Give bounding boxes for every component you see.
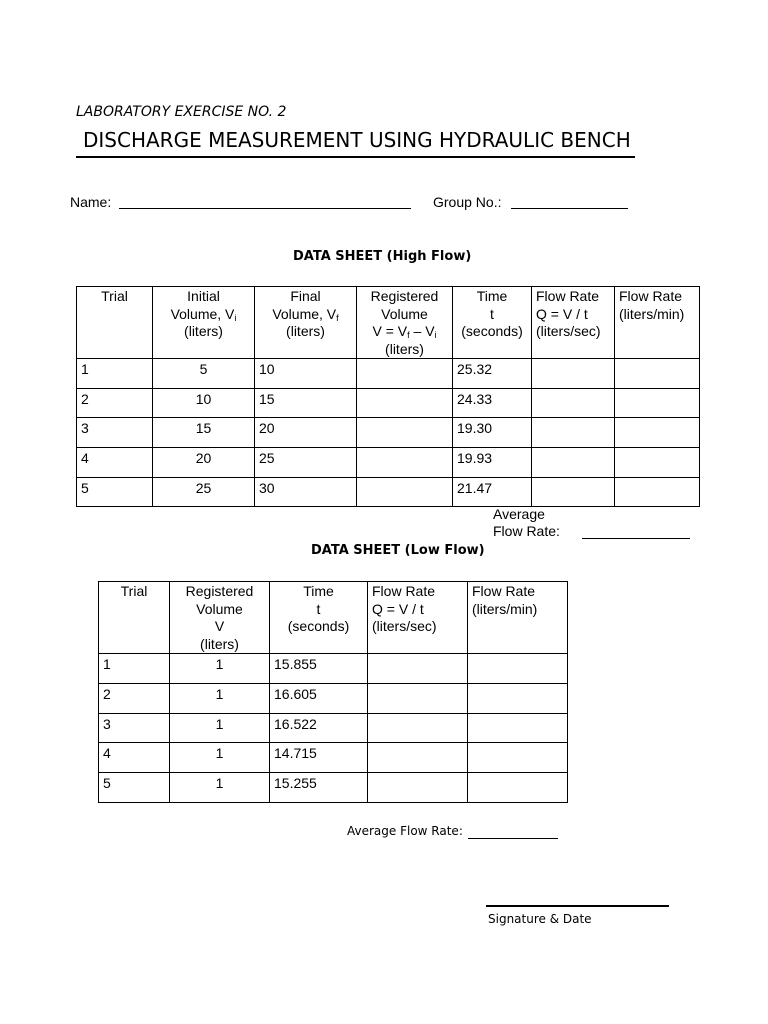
col-flow-rate-min: Flow Rate (liters/min) bbox=[468, 582, 568, 654]
time-cell: 19.30 bbox=[453, 418, 532, 448]
flow-rate-sec-cell[interactable] bbox=[368, 743, 468, 773]
flow-rate-sec-cell[interactable] bbox=[532, 478, 615, 507]
low-flow-table bbox=[98, 581, 568, 803]
final-volume-cell: 15 bbox=[255, 389, 357, 418]
flow-rate-min-cell[interactable] bbox=[615, 418, 700, 448]
flow-rate-min-cell[interactable] bbox=[468, 714, 568, 743]
trial-cell: 4 bbox=[77, 448, 153, 478]
registered-volume-cell[interactable] bbox=[357, 359, 453, 389]
registered-volume-cell: 1 bbox=[170, 714, 270, 743]
table-row bbox=[99, 714, 568, 743]
col-flow-rate-sec: Flow Rate Q = V / t (liters/sec) bbox=[532, 287, 615, 359]
low-flow-average-field[interactable] bbox=[468, 838, 558, 839]
average-label-line2: Flow Rate: bbox=[493, 523, 560, 539]
high-flow-average-field[interactable] bbox=[582, 538, 690, 539]
time-cell: 24.33 bbox=[453, 389, 532, 418]
final-volume-cell: 25 bbox=[255, 448, 357, 478]
trial-cell: 1 bbox=[77, 359, 153, 389]
trial-cell: 5 bbox=[77, 478, 153, 507]
table-row bbox=[77, 359, 700, 389]
registered-volume-cell[interactable] bbox=[357, 478, 453, 507]
high-flow-title: DATA SHEET (High Flow) bbox=[293, 249, 472, 264]
trial-cell: 1 bbox=[99, 654, 170, 684]
time-cell: 19.93 bbox=[453, 448, 532, 478]
initial-volume-cell: 25 bbox=[153, 478, 255, 507]
time-cell: 25.32 bbox=[453, 359, 532, 389]
title-underline bbox=[76, 156, 635, 158]
exercise-number: LABORATORY EXERCISE NO. 2 bbox=[76, 104, 287, 120]
flow-rate-min-cell[interactable] bbox=[468, 773, 568, 803]
time-cell: 16.605 bbox=[270, 684, 368, 714]
registered-volume-cell: 1 bbox=[170, 743, 270, 773]
initial-volume-cell: 10 bbox=[153, 389, 255, 418]
flow-rate-sec-cell[interactable] bbox=[368, 773, 468, 803]
col-flow-rate-min: Flow Rate (liters/min) bbox=[615, 287, 700, 359]
registered-volume-cell[interactable] bbox=[357, 389, 453, 418]
col-time: Time t (seconds) bbox=[270, 582, 368, 654]
group-field[interactable] bbox=[511, 208, 628, 209]
signature-line[interactable] bbox=[486, 905, 669, 907]
col-registered-volume: Registered Volume $V = V_f - V_i$ (liters) bbox=[357, 287, 453, 359]
final-volume-cell: 10 bbox=[255, 359, 357, 389]
low-flow-title: DATA SHEET (Low Flow) bbox=[311, 543, 485, 558]
time-cell: 16.522 bbox=[270, 714, 368, 743]
flow-rate-min-cell[interactable] bbox=[468, 684, 568, 714]
trial-cell: 3 bbox=[77, 418, 153, 448]
flow-rate-sec-cell[interactable] bbox=[532, 418, 615, 448]
col-initial-volume: Initial Volume, $V_i$ (liters) bbox=[153, 287, 255, 359]
registered-volume-cell: 1 bbox=[170, 684, 270, 714]
table-row bbox=[99, 743, 568, 773]
name-field[interactable] bbox=[119, 208, 411, 209]
table-row bbox=[77, 418, 700, 448]
time-cell: 21.47 bbox=[453, 478, 532, 507]
trial-cell: 3 bbox=[99, 714, 170, 743]
final-volume-cell: 20 bbox=[255, 418, 357, 448]
table-row bbox=[77, 448, 700, 478]
trial-cell: 4 bbox=[99, 743, 170, 773]
registered-volume-cell[interactable] bbox=[357, 448, 453, 478]
flow-rate-sec-cell[interactable] bbox=[368, 684, 468, 714]
flow-rate-min-cell[interactable] bbox=[468, 743, 568, 773]
flow-rate-sec-cell[interactable] bbox=[368, 714, 468, 743]
flow-rate-min-cell[interactable] bbox=[615, 478, 700, 507]
time-cell: 15.855 bbox=[270, 654, 368, 684]
average-label-line1: Average bbox=[493, 506, 545, 522]
time-cell: 15.255 bbox=[270, 773, 368, 803]
final-volume-cell: 30 bbox=[255, 478, 357, 507]
table-row bbox=[99, 654, 568, 684]
trial-cell: 2 bbox=[77, 389, 153, 418]
flow-rate-min-cell[interactable] bbox=[615, 389, 700, 418]
col-trial: Trial bbox=[77, 287, 153, 359]
col-final-volume: Final Volume, $V_f$ (liters) bbox=[255, 287, 357, 359]
table-row bbox=[77, 389, 700, 418]
flow-rate-sec-cell[interactable] bbox=[532, 389, 615, 418]
flow-rate-sec-cell[interactable] bbox=[532, 359, 615, 389]
flow-rate-sec-cell[interactable] bbox=[532, 448, 615, 478]
trial-cell: 2 bbox=[99, 684, 170, 714]
table-row bbox=[99, 773, 568, 803]
table-row bbox=[99, 684, 568, 714]
flow-rate-min-cell[interactable] bbox=[615, 359, 700, 389]
flow-rate-min-cell[interactable] bbox=[468, 654, 568, 684]
time-cell: 14.715 bbox=[270, 743, 368, 773]
page-title: DISCHARGE MEASUREMENT USING HYDRAULIC BENCH bbox=[83, 128, 631, 152]
signature-label: Signature & Date bbox=[488, 912, 592, 926]
registered-volume-cell: 1 bbox=[170, 654, 270, 684]
table-row bbox=[77, 478, 700, 507]
flow-rate-min-cell[interactable] bbox=[615, 448, 700, 478]
name-label: Name: bbox=[70, 194, 112, 210]
high-flow-table bbox=[76, 286, 700, 507]
group-label: Group No.: bbox=[433, 194, 502, 210]
low-flow-header-row bbox=[99, 582, 568, 654]
col-flow-rate-sec: Flow Rate Q = V / t (liters/sec) bbox=[368, 582, 468, 654]
initial-volume-cell: 15 bbox=[153, 418, 255, 448]
registered-volume-cell: 1 bbox=[170, 773, 270, 803]
trial-cell: 5 bbox=[99, 773, 170, 803]
high-flow-average-label bbox=[493, 506, 560, 540]
low-flow-average-label: Average Flow Rate: bbox=[347, 824, 463, 838]
col-trial: Trial bbox=[99, 582, 170, 654]
col-registered-volume: Registered Volume V (liters) bbox=[170, 582, 270, 654]
flow-rate-sec-cell[interactable] bbox=[368, 654, 468, 684]
high-flow-header-row bbox=[77, 287, 700, 359]
col-time: Time t (seconds) bbox=[453, 287, 532, 359]
initial-volume-cell: 5 bbox=[153, 359, 255, 389]
initial-volume-cell: 20 bbox=[153, 448, 255, 478]
registered-volume-cell[interactable] bbox=[357, 418, 453, 448]
